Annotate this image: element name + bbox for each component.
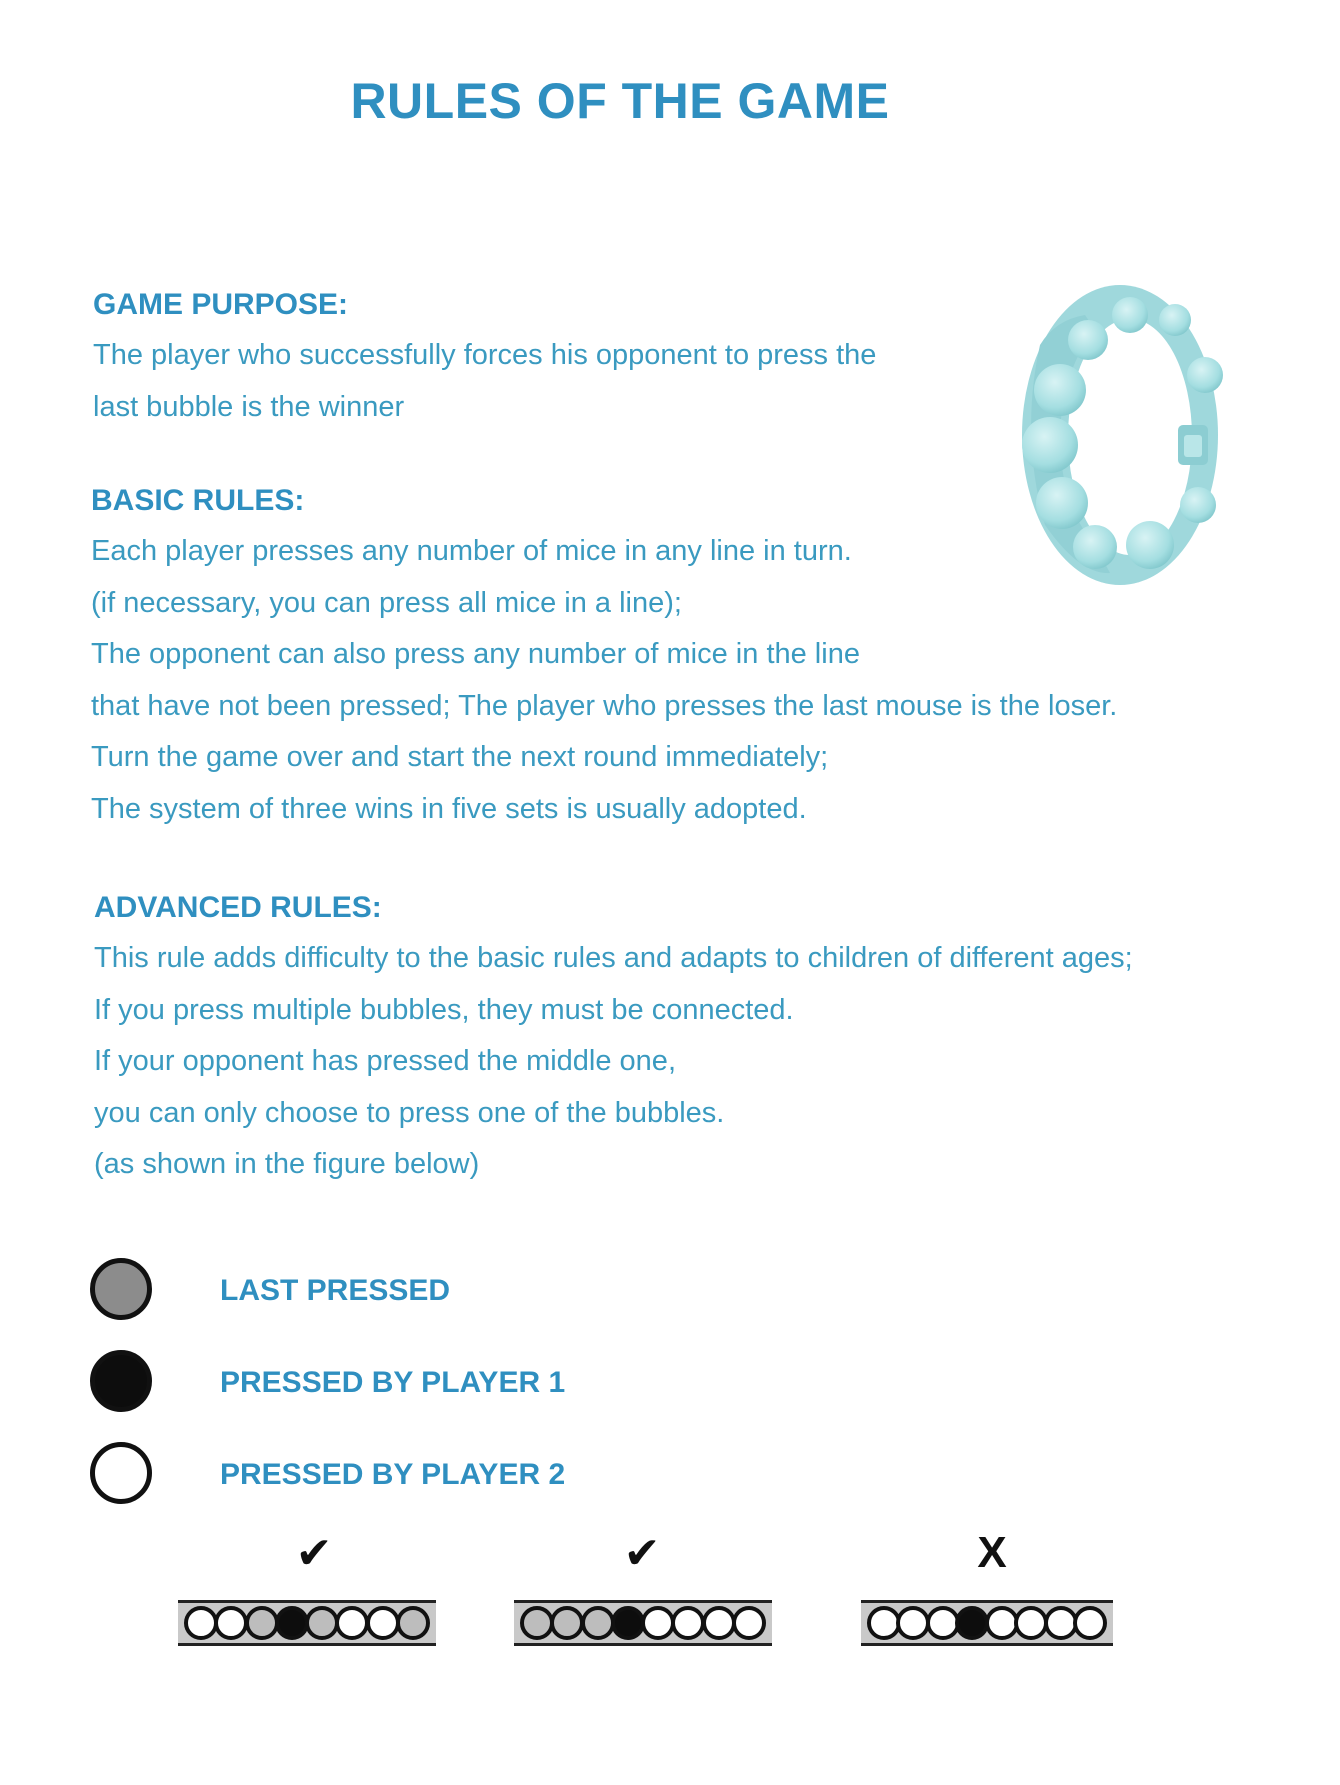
example-bubble — [335, 1606, 369, 1640]
basic-rules-heading: BASIC RULES: — [91, 484, 305, 517]
legend-label: LAST PRESSED — [220, 1274, 451, 1307]
legend-label: PRESSED BY PLAYER 2 — [220, 1458, 566, 1491]
advanced-rule-line: This rule adds difficulty to the basic rules and adapts to children of different ages; — [94, 942, 1133, 974]
game-purpose-heading: GAME PURPOSE: — [93, 288, 349, 321]
example-bubble — [214, 1606, 248, 1640]
basic-rules-section — [91, 484, 1117, 835]
advanced-rules-section — [94, 891, 1133, 1191]
advanced-rule-line: If you press multiple bubbles, they must be connected. — [94, 993, 794, 1026]
white-bubble-icon — [90, 1442, 152, 1504]
advanced-rules-heading: ADVANCED RULES: — [94, 891, 382, 924]
example-row-valid-2 — [514, 1600, 772, 1646]
basic-rule-line: Turn the game over and start the next round immediately; — [91, 741, 829, 773]
example-bubble — [366, 1606, 400, 1640]
example-bubble — [702, 1606, 736, 1640]
purpose-line: The player who successfully forces his opponent to press the — [93, 339, 877, 371]
basic-rule-line: The opponent can also press any number of mice in the line — [91, 638, 860, 670]
example-bubble — [184, 1606, 218, 1640]
example-bubble — [611, 1606, 645, 1640]
legend-player-1 — [90, 1350, 690, 1420]
example-bubble — [275, 1606, 309, 1640]
example-bubble — [305, 1606, 339, 1640]
example-bubble — [671, 1606, 705, 1640]
check-icon: ✔ — [623, 1529, 661, 1578]
cross-icon: X — [977, 1528, 1007, 1577]
example-bubble — [520, 1606, 554, 1640]
basic-rule-line: that have not been pressed; The player who presses the last mouse is the loser. — [91, 689, 1118, 722]
example-bubble — [1073, 1606, 1107, 1640]
basic-rule-line: (if necessary, you can press all mice in a line); — [91, 586, 682, 619]
legend-player-2 — [90, 1442, 690, 1512]
example-bubble — [641, 1606, 675, 1640]
advanced-rule-line: If your opponent has pressed the middle one, — [94, 1045, 676, 1077]
legend-last-pressed — [90, 1258, 690, 1328]
game-purpose-section — [93, 288, 876, 433]
example-bubble — [581, 1606, 615, 1640]
advanced-rule-line: you can only choose to press one of the bubbles. — [94, 1096, 725, 1129]
example-row-invalid — [861, 1600, 1113, 1646]
page-title: RULES OF THE GAME — [350, 73, 890, 129]
basic-rule-line: Each player presses any number of mice in any line in turn. — [91, 535, 852, 567]
example-bubble — [396, 1606, 430, 1640]
purpose-line: last bubble is the winner — [93, 390, 405, 423]
example-bubble — [550, 1606, 584, 1640]
black-bubble-icon — [90, 1350, 152, 1412]
check-icon: ✔ — [295, 1529, 333, 1578]
example-bubble — [732, 1606, 766, 1640]
gray-bubble-icon — [90, 1258, 152, 1320]
example-bubble — [245, 1606, 279, 1640]
advanced-rule-line: (as shown in the figure below) — [94, 1148, 480, 1180]
legend-label: PRESSED BY PLAYER 1 — [220, 1366, 566, 1399]
basic-rule-line: The system of three wins in five sets is usually adopted. — [91, 792, 807, 825]
example-row-valid-1 — [178, 1600, 436, 1646]
